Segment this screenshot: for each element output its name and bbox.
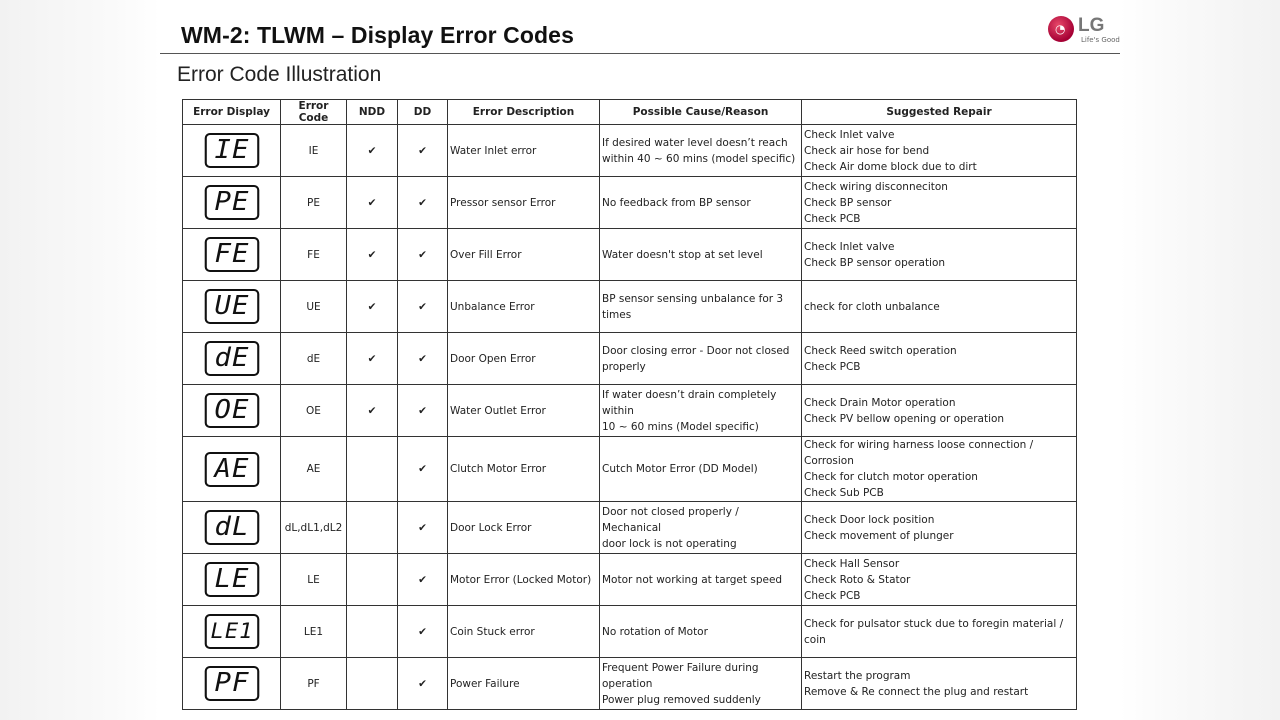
repair-line: Check BP sensor operation: [804, 256, 946, 269]
cause-line: Motor not working at target speed: [602, 573, 783, 586]
error-description-cell: Coin Stuck error: [448, 606, 600, 658]
repair-line: Check Hall Sensor: [804, 557, 900, 570]
error-display-cell: [183, 606, 281, 658]
possible-cause-cell: [600, 281, 802, 333]
error-code-cell: OE: [281, 385, 347, 437]
repair-line: Check Door lock position: [804, 513, 935, 526]
repair-line: Check PCB: [804, 360, 861, 373]
cause-line: If water doesn’t drain completely within: [602, 388, 777, 417]
table-row: [183, 437, 1077, 502]
repair-line: Check Sub PCB: [804, 487, 884, 499]
cause-line: Power plug removed suddenly: [602, 693, 761, 706]
error-display-cell: [183, 437, 281, 502]
error-display-cell: [183, 502, 281, 554]
cause-line: operation: [602, 677, 653, 690]
cause-line: Door not closed properly / Mechanical: [602, 505, 739, 534]
column-header: Possible Cause/Reason: [600, 100, 802, 125]
repair-line: Check Air dome block due to dirt: [804, 160, 977, 173]
error-display-cell: [183, 554, 281, 606]
suggested-repair-cell: [802, 606, 1077, 658]
error-display-cell: [183, 333, 281, 385]
error-code-cell: dE: [281, 333, 347, 385]
suggested-repair-cell: [802, 281, 1077, 333]
repair-line: Check for wiring harness loose connection / Corrosion: [804, 439, 1034, 467]
repair-line: Check Drain Motor operation: [804, 396, 956, 409]
dd-check-cell: ✔: [398, 554, 448, 606]
cause-line: within 40 ~ 60 mins (model specific): [602, 152, 796, 165]
error-display-cell: [183, 658, 281, 710]
error-code-table: [182, 99, 1077, 710]
possible-cause-cell: [600, 437, 802, 502]
repair-line: Check Inlet valve: [804, 240, 895, 253]
lcd-display-icon: dL: [204, 510, 259, 545]
possible-cause-cell: [600, 333, 802, 385]
cause-line: door lock is not operating: [602, 537, 737, 550]
repair-line: Check Reed switch operation: [804, 344, 957, 357]
lcd-display-icon: AE: [204, 452, 259, 487]
column-header: Error Description: [448, 100, 600, 125]
error-code-cell: dL,dL1,dL2: [281, 502, 347, 554]
column-header: DD: [398, 100, 448, 125]
possible-cause-cell: [600, 658, 802, 710]
suggested-repair-cell: [802, 554, 1077, 606]
cause-line: 10 ~ 60 mins (Model specific): [602, 420, 759, 433]
suggested-repair-cell: [802, 658, 1077, 710]
ndd-check-cell: [347, 554, 398, 606]
error-description-cell: Door Open Error: [448, 333, 600, 385]
error-code-cell: PF: [281, 658, 347, 710]
table-row: [183, 658, 1077, 710]
table-row: [183, 606, 1077, 658]
error-description-cell: Unbalance Error: [448, 281, 600, 333]
right-margin: [1120, 0, 1280, 720]
lcd-display-icon: OE: [204, 393, 259, 428]
error-description-cell: Pressor sensor Error: [448, 177, 600, 229]
error-code-cell: LE: [281, 554, 347, 606]
ndd-check-cell: ✔: [347, 229, 398, 281]
column-header: NDD: [347, 100, 398, 125]
column-header: Error Display: [183, 100, 281, 125]
error-description-cell: Water Outlet Error: [448, 385, 600, 437]
error-description-cell: Over Fill Error: [448, 229, 600, 281]
left-margin: [0, 0, 160, 720]
slide: [160, 0, 1120, 720]
repair-line: Check movement of plunger: [804, 529, 954, 542]
cause-line: properly: [602, 360, 646, 373]
lg-logo: [1048, 16, 1120, 46]
possible-cause-cell: [600, 125, 802, 177]
error-description-cell: Water Inlet error: [448, 125, 600, 177]
logo-brand: LG: [1078, 15, 1105, 36]
lcd-display-icon: IE: [204, 133, 259, 168]
ndd-check-cell: [347, 437, 398, 502]
lcd-display-icon: PF: [204, 666, 259, 701]
cause-line: No feedback from BP sensor: [602, 196, 751, 209]
dd-check-cell: ✔: [398, 502, 448, 554]
dd-check-cell: ✔: [398, 333, 448, 385]
repair-line: check for cloth unbalance: [804, 300, 940, 313]
lcd-display-icon: LE: [204, 562, 259, 597]
possible-cause-cell: [600, 606, 802, 658]
error-display-cell: [183, 229, 281, 281]
repair-line: Check PCB: [804, 212, 861, 225]
error-code-cell: IE: [281, 125, 347, 177]
slide-title: WM-2: TLWM – Display Error Codes: [181, 22, 574, 48]
error-code-cell: UE: [281, 281, 347, 333]
possible-cause-cell: [600, 177, 802, 229]
dd-check-cell: ✔: [398, 281, 448, 333]
table-body: [183, 125, 1077, 710]
error-description-cell: Door Lock Error: [448, 502, 600, 554]
table-row: [183, 229, 1077, 281]
suggested-repair-cell: [802, 502, 1077, 554]
suggested-repair-cell: [802, 177, 1077, 229]
table-row: [183, 333, 1077, 385]
dd-check-cell: ✔: [398, 125, 448, 177]
error-description-cell: Clutch Motor Error: [448, 437, 600, 502]
cause-line: Cutch Motor Error (DD Model): [602, 463, 758, 475]
cause-line: Door closing error - Door not closed: [602, 344, 790, 357]
lg-logo-icon: ◔: [1048, 16, 1074, 42]
slide-subtitle: Error Code Illustration: [177, 63, 382, 86]
table-row: [183, 281, 1077, 333]
dd-check-cell: ✔: [398, 437, 448, 502]
table-row: [183, 125, 1077, 177]
table-row: [183, 502, 1077, 554]
repair-line: Restart the program: [804, 669, 911, 682]
error-code-cell: PE: [281, 177, 347, 229]
dd-check-cell: ✔: [398, 385, 448, 437]
error-description-cell: Motor Error (Locked Motor): [448, 554, 600, 606]
suggested-repair-cell: [802, 437, 1077, 502]
lcd-display-icon: UE: [204, 289, 259, 324]
dd-check-cell: ✔: [398, 229, 448, 281]
lcd-display-icon: LE1: [204, 614, 259, 649]
suggested-repair-cell: [802, 333, 1077, 385]
lcd-display-icon: dE: [204, 341, 259, 376]
title-divider: [160, 53, 1120, 54]
error-display-cell: [183, 125, 281, 177]
column-header: Suggested Repair: [802, 100, 1077, 125]
cause-line: Frequent Power Failure during: [602, 661, 759, 674]
ndd-check-cell: ✔: [347, 177, 398, 229]
possible-cause-cell: [600, 229, 802, 281]
possible-cause-cell: [600, 502, 802, 554]
repair-line: Check for pulsator stuck due to foregin material / coin: [804, 617, 1064, 646]
ndd-check-cell: ✔: [347, 333, 398, 385]
dd-check-cell: ✔: [398, 658, 448, 710]
logo-tagline: Life's Good: [1081, 36, 1120, 44]
cause-line: Water doesn't stop at set level: [602, 248, 763, 261]
error-description-cell: Power Failure: [448, 658, 600, 710]
error-code-cell: AE: [281, 437, 347, 502]
lcd-display-icon: FE: [204, 237, 259, 272]
column-header: Error Code: [281, 100, 347, 125]
repair-line: Check air hose for bend: [804, 144, 930, 157]
ndd-check-cell: ✔: [347, 125, 398, 177]
suggested-repair-cell: [802, 125, 1077, 177]
ndd-check-cell: [347, 502, 398, 554]
ndd-check-cell: [347, 658, 398, 710]
suggested-repair-cell: [802, 385, 1077, 437]
dd-check-cell: ✔: [398, 177, 448, 229]
ndd-check-cell: ✔: [347, 385, 398, 437]
table-row: [183, 177, 1077, 229]
ndd-check-cell: ✔: [347, 281, 398, 333]
table-header-row: [183, 100, 1077, 125]
error-display-cell: [183, 385, 281, 437]
repair-line: Check PV bellow opening or operation: [804, 412, 1005, 425]
ndd-check-cell: [347, 606, 398, 658]
error-display-cell: [183, 177, 281, 229]
repair-line: Check BP sensor: [804, 196, 892, 209]
repair-line: Check Inlet valve: [804, 128, 895, 141]
table-row: [183, 385, 1077, 437]
cause-line: No rotation of Motor: [602, 625, 708, 638]
lcd-display-icon: PE: [204, 185, 259, 220]
cause-line: If desired water level doesn’t reach: [602, 136, 788, 149]
error-code-cell: FE: [281, 229, 347, 281]
error-display-cell: [183, 281, 281, 333]
possible-cause-cell: [600, 385, 802, 437]
repair-line: Check Roto & Stator: [804, 573, 911, 586]
repair-line: Check for clutch motor operation: [804, 471, 978, 483]
possible-cause-cell: [600, 554, 802, 606]
repair-line: Check wiring disconneciton: [804, 180, 948, 193]
cause-line: BP sensor sensing unbalance for 3 times: [602, 292, 784, 321]
error-code-cell: LE1: [281, 606, 347, 658]
suggested-repair-cell: [802, 229, 1077, 281]
table-row: [183, 554, 1077, 606]
repair-line: Check PCB: [804, 589, 861, 602]
repair-line: Remove & Re connect the plug and restart: [804, 685, 1029, 698]
dd-check-cell: ✔: [398, 606, 448, 658]
